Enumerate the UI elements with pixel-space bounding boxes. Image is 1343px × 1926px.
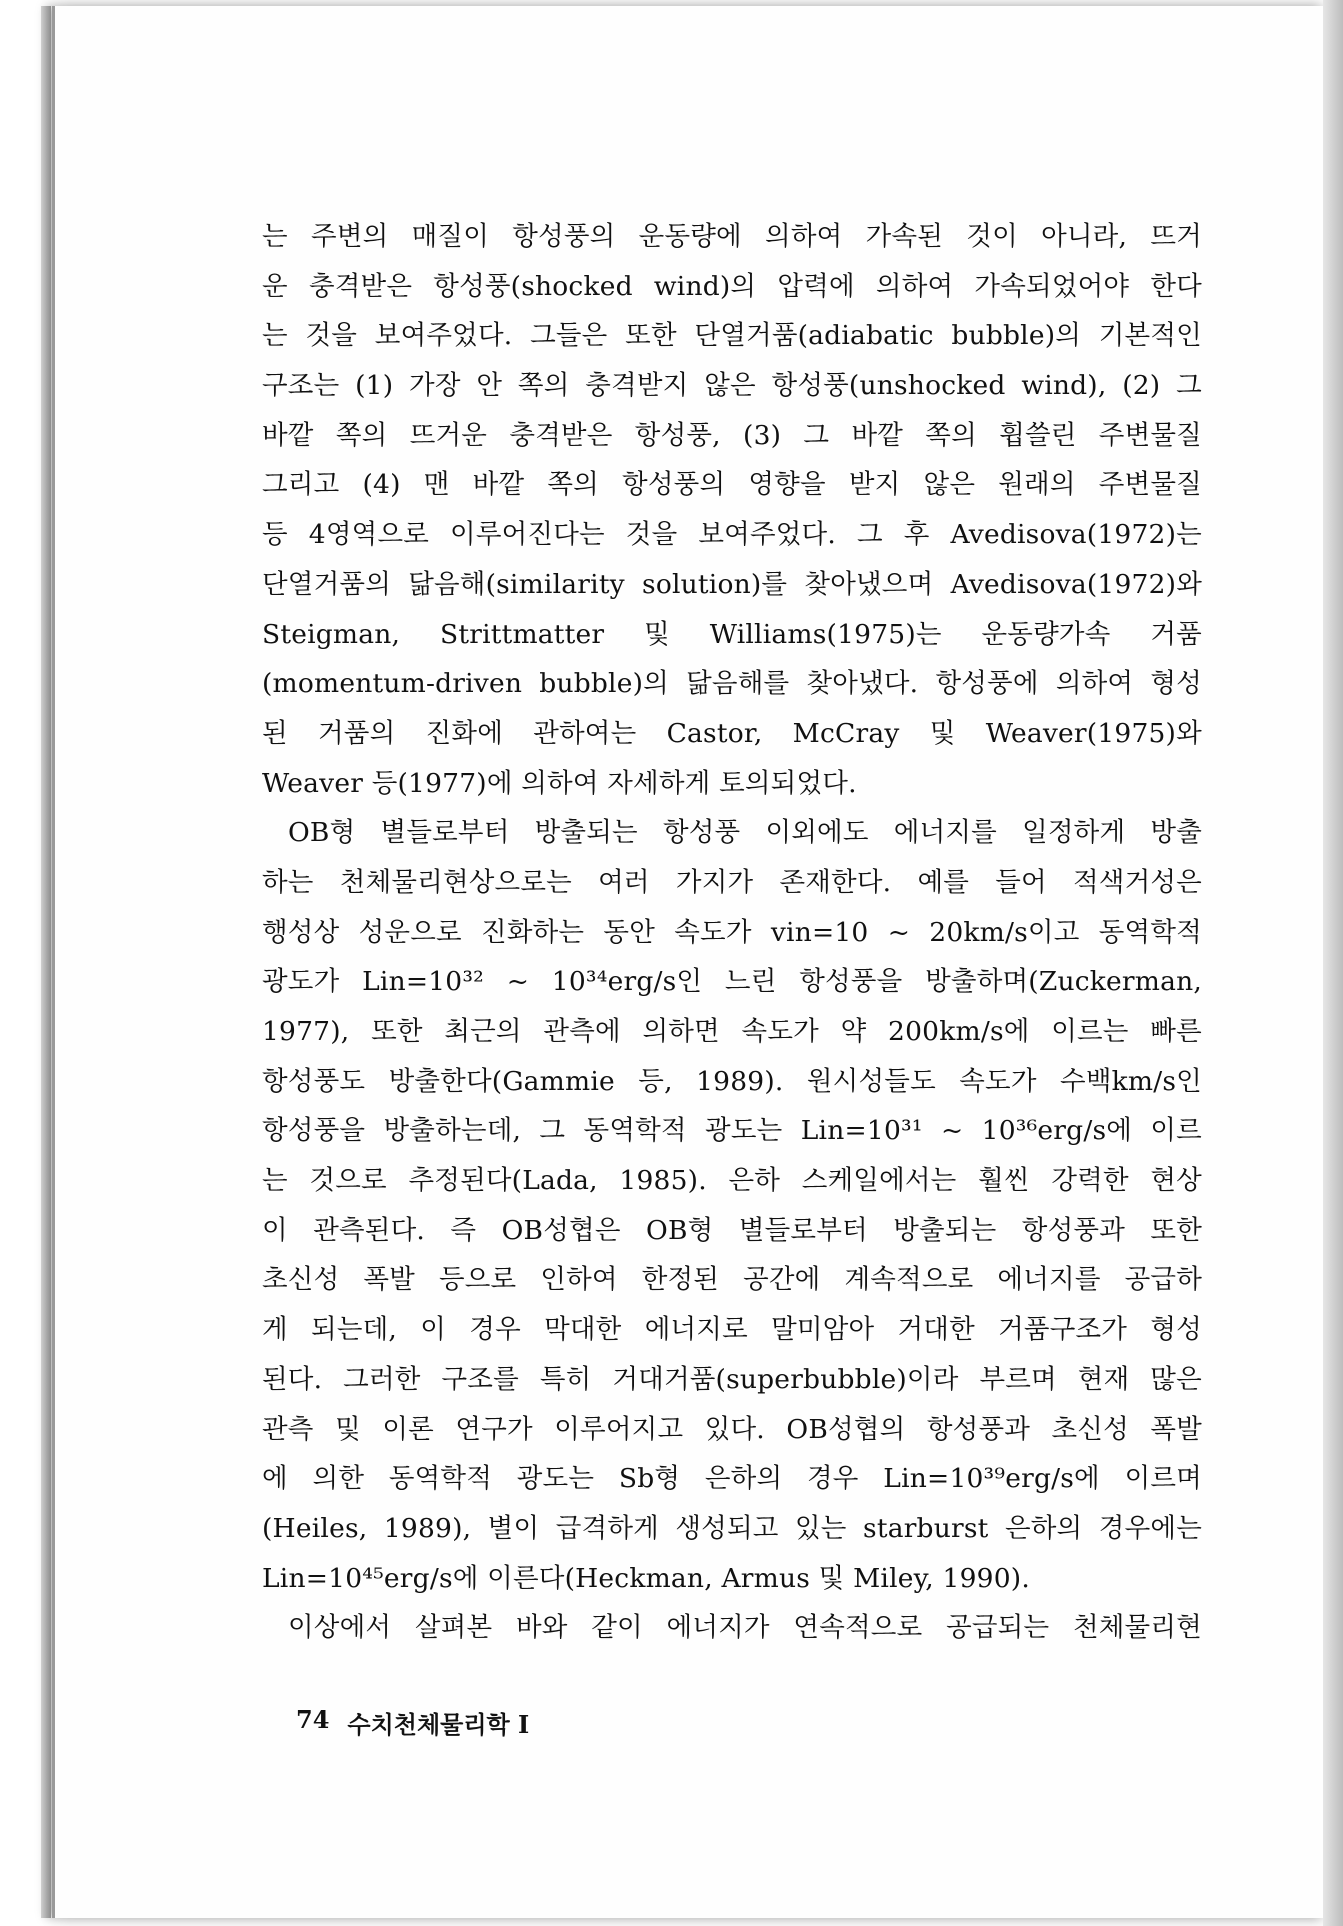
text-line: 그리고 (4) 맨 바깥 쪽의 항성풍의 영향을 받지 않은 원래의 주변물질 <box>262 469 1202 501</box>
text-line: 관측 및 이론 연구가 이루어지고 있다. OB성협의 항성풍과 초신성 폭발 <box>262 1413 1202 1445</box>
text-line: 단열거품의 닮음해(similarity solution)를 찾아냈으며 Avedisova(1972)와 <box>262 568 1202 600</box>
text-line: (momentum-driven bubble)의 닮음해를 찾아냈다. 항성풍에 의하여 형성 <box>262 668 1202 700</box>
text-line: 항성풍을 방출하는데, 그 동역학적 광도는 Lin=10³¹ ~ 10³⁶erg/s에 이르 <box>262 1115 1202 1147</box>
text-line: 운 충격받은 항성풍(shocked wind)의 압력에 의하여 가속되었어야 한다 <box>262 270 1202 302</box>
text-line: 된 거품의 진화에 관하여는 Castor, McCray 및 Weaver(1975)와 <box>262 717 1202 749</box>
text-line: 등 4영역으로 이루어진다는 것을 보여주었다. 그 후 Avedisova(1972)는 <box>262 519 1202 551</box>
page-footer <box>296 1705 529 1740</box>
text-line: 는 주변의 매질이 항성풍의 운동량에 의하여 가속된 것이 아니라, 뜨거 <box>262 221 1202 252</box>
text-line: 하는 천체물리현상으로는 여러 가지가 존재한다. 예를 들어 적색거성은 <box>262 866 1202 898</box>
text-line: 바깥 쪽의 뜨거운 충격받은 항성풍, (3) 그 바깥 쪽의 휩쓸린 주변물질 <box>262 419 1202 451</box>
text-line: 이 관측된다. 즉 OB성협은 OB형 별들로부터 방출되는 항성풍과 또한 <box>262 1214 1202 1246</box>
body-text <box>262 212 1202 1653</box>
text-line: 이상에서 살펴본 바와 같이 에너지가 연속적으로 공급되는 천체물리현 <box>288 1612 1202 1644</box>
book-title: 수치천체물리학 I <box>347 1710 530 1739</box>
text-line: 구조는 (1) 가장 안 쪽의 충격받지 않은 항성풍(unshocked wind), (2) 그 <box>262 370 1202 402</box>
text-line: 항성풍도 방출한다(Gammie 등, 1989). 원시성들도 속도가 수백km/s인 <box>262 1065 1202 1097</box>
text-line: 에 의한 동역학적 광도는 Sb형 은하의 경우 Lin=10³⁹erg/s에 이르며 <box>262 1463 1202 1495</box>
text-line: 된다. 그러한 구조를 특히 거대거품(superbubble)이라 부르며 현재 많은 <box>262 1363 1202 1395</box>
text-line: Lin=10⁴⁵erg/s에 이른다(Heckman, Armus 및 Miley, 1990). <box>262 1562 1030 1594</box>
text-line: 는 것을 보여주었다. 그들은 또한 단열거품(adiabatic bubble)의 기본적인 <box>262 320 1202 352</box>
text-line: 는 것으로 추정된다(Lada, 1985). 은하 스케일에서는 훨씬 강력한 현상 <box>262 1165 1202 1197</box>
text-line: Steigman, Strittmatter 및 Williams(1975)는 운동량가속 거품 <box>262 618 1202 650</box>
text-line: 게 되는데, 이 경우 막대한 에너지로 말미암아 거대한 거품구조가 형성 <box>262 1314 1202 1346</box>
text-line: 행성상 성운으로 진화하는 동안 속도가 vin=10 ~ 20km/s이고 동역학적 <box>262 916 1202 948</box>
page-edge-shadow <box>1323 0 1343 1926</box>
text-line: OB형 별들로부터 방출되는 항성풍 이외에도 에너지를 일정하게 방출 <box>288 817 1202 849</box>
text-line: 초신성 폭발 등으로 인하여 한정된 공간에 계속적으로 에너지를 공급하 <box>262 1264 1202 1296</box>
text-line: 1977), 또한 최근의 관측에 의하면 속도가 약 200km/s에 이르는 빠른 <box>262 1016 1202 1047</box>
text-line: (Heiles, 1989), 별이 급격하게 생성되고 있는 starburst 은하의 경우에는 <box>262 1512 1202 1544</box>
text-line: 광도가 Lin=10³² ~ 10³⁴erg/s인 느린 항성풍을 방출하며(Zuckerman, <box>262 966 1202 998</box>
text-line: Weaver 등(1977)에 의하여 자세하게 토의되었다. <box>262 767 857 799</box>
page-number: 74 <box>296 1705 330 1734</box>
